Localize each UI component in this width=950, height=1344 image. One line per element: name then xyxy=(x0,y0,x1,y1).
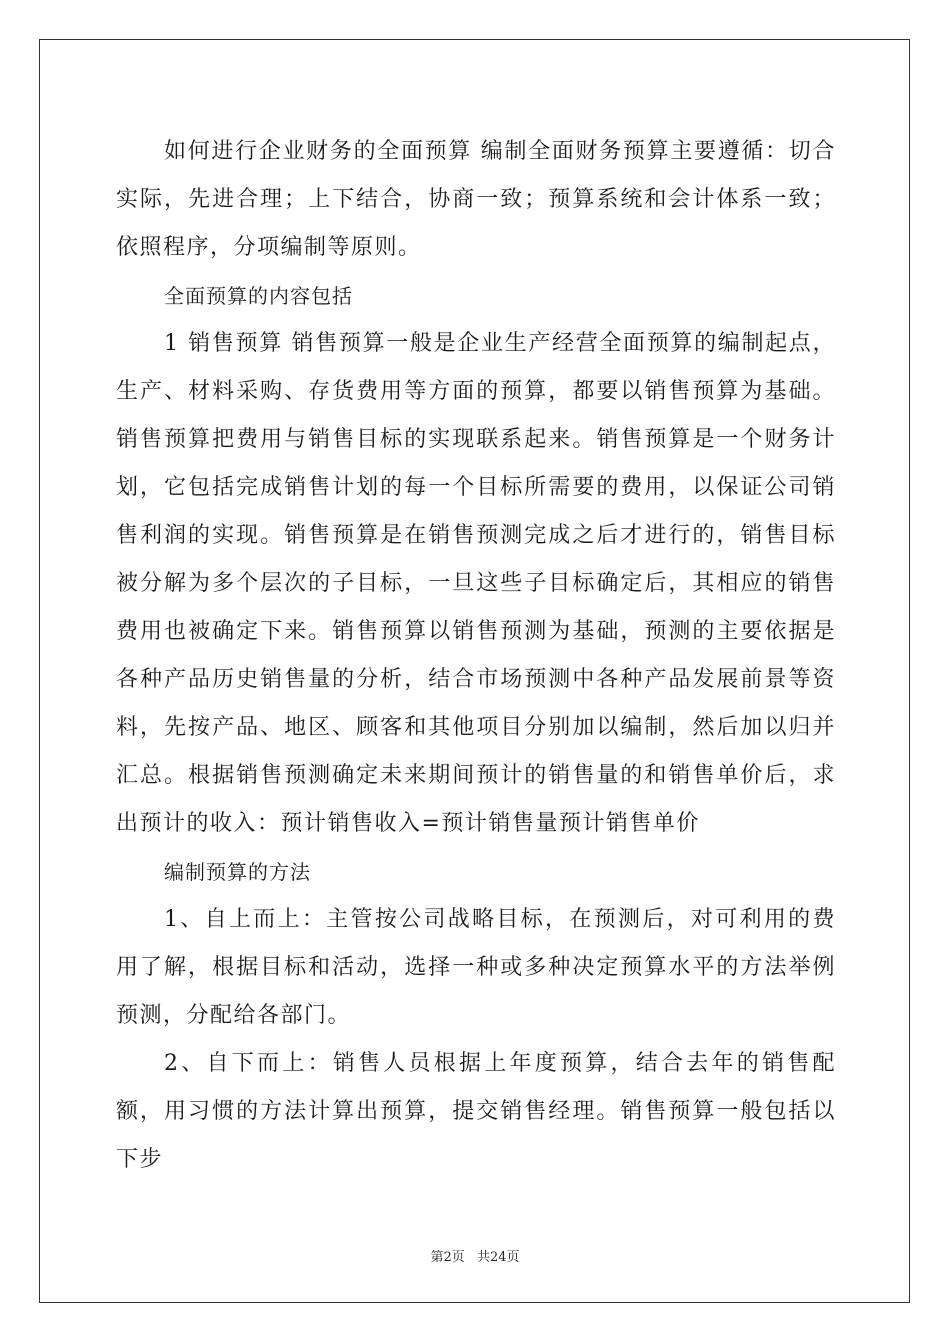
document-body xyxy=(116,128,836,1184)
page-number: 第2页 xyxy=(430,1250,465,1265)
page-total: 共24页 xyxy=(476,1250,520,1265)
paragraph-bottom-up: 2、自下而上：销售人员根据上年度预算，结合去年的销售配额，用习惯的方法计算出预算，提交销售经理。销售预算一般包括以下步 xyxy=(116,1051,836,1172)
page-footer xyxy=(0,1246,950,1265)
heading-budget-contents: 全面预算的内容包括 xyxy=(164,284,353,308)
heading-budget-methods: 编制预算的方法 xyxy=(164,860,311,884)
paragraph-sales-budget: 1 销售预算 销售预算一般是企业生产经营全面预算的编制起点，生产、材料采购、存货费用等方面的预算，都要以销售预算为基础。销售预算把费用与销售目标的实现联系起来。销售预算是一个财务计划，它包括完成销售计划的每一个目标所需要的费用，以保证公司销售利润的实现。销售预算是在销售预测完成之后才进行的，销售目标被分解为多个层次的子目标，一旦这些子目标确定后，其相应的销售费用也被确定下来。销售预算以销售预测为基础，预测的主要依据是各种产品历史销售量的分析，结合市场预测中各种产品发展前景等资料，先按产品、地区、顾客和其他项目分别加以编制，然后加以归并汇总。根据销售预测确定未来期间预计的销售量的和销售单价后，求出预计的收入：预计销售收入=预计销售量预计销售单价 xyxy=(116,331,836,836)
paragraph-intro: 如何进行企业财务的全面预算 编制全面财务预算主要遵循：切合实际，先进合理；上下结合，协商一致；预算系统和会计体系一致；依照程序，分项编制等原则。 xyxy=(116,139,836,260)
paragraph-top-down: 1、自上而上：主管按公司战略目标，在预测后，对可利用的费用了解，根据目标和活动，选择一种或多种决定预算水平的方法举例预测，分配给各部门。 xyxy=(116,907,836,1028)
